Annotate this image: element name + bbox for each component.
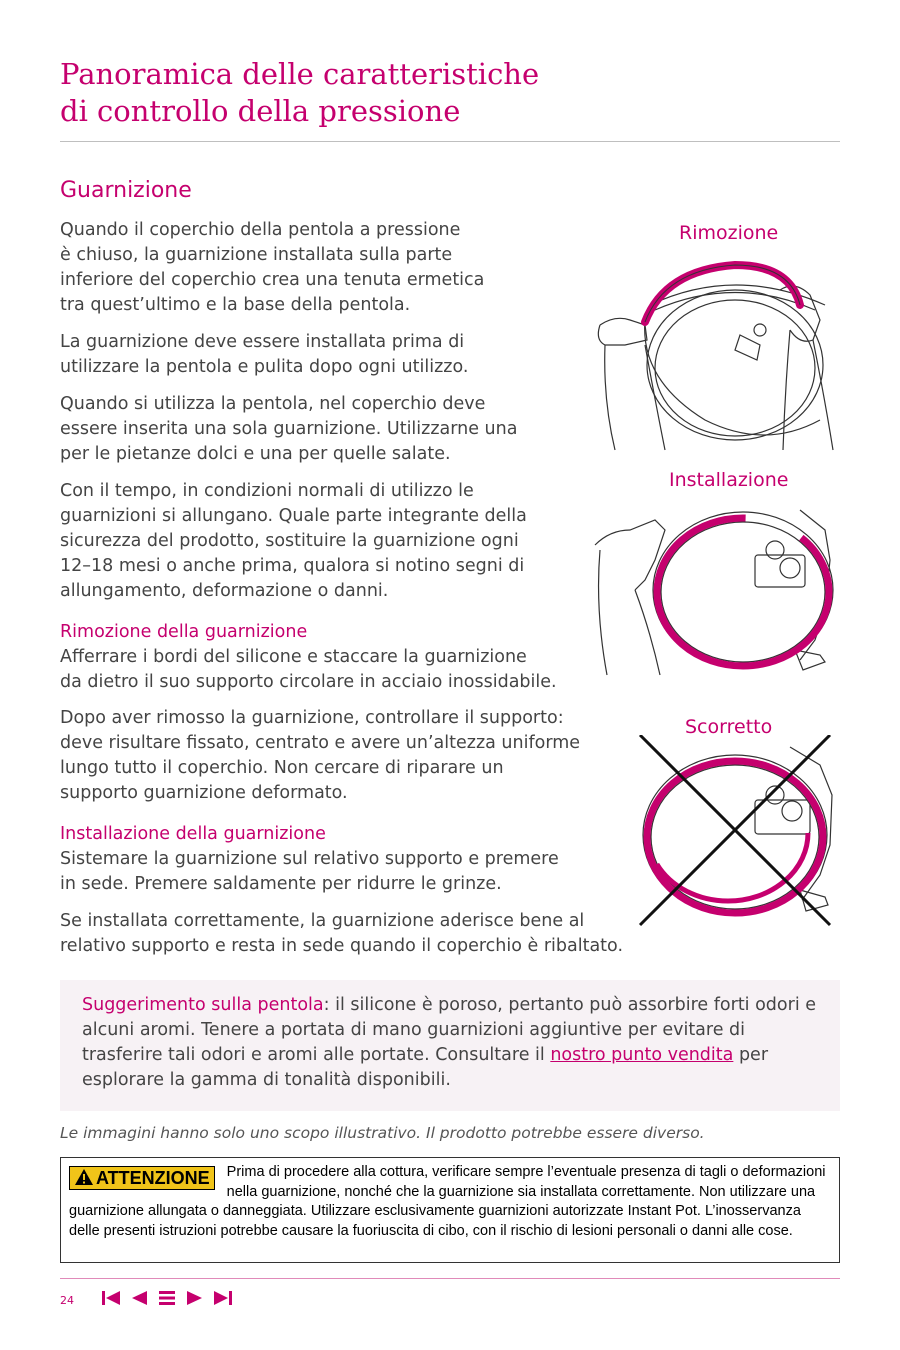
removal-figure-label: Rimozione — [679, 222, 779, 244]
page-number: 24 — [60, 1294, 74, 1307]
removal-illustration — [585, 250, 840, 460]
warning-box — [60, 1157, 840, 1263]
previous-page-icon[interactable] — [128, 1288, 150, 1308]
section-title: Guarnizione — [60, 178, 192, 203]
incorrect-illustration — [630, 735, 840, 930]
paragraph-replacement: Con il tempo, in condizioni normali di utilizzo le guarnizioni si allungano. Quale parte integrante della sicurezza del prodotto, sostituire la guarnizione ogni 12–18 mesi o anche prima, qualora si notino segni di allungamento, deformazione o danni. — [60, 481, 527, 601]
paragraph-seal: Quando il coperchio della pentola a pressione è chiuso, la guarnizione installata sulla parte inferiore del coperchio crea una tenuta ermetica tra quest’ultimo e la base della pentola. — [60, 220, 485, 315]
next-page-icon[interactable] — [184, 1288, 206, 1308]
removal-text: Afferrare i bordi del silicone e staccare la guarnizione da dietro il suo supporto circolare in acciaio inossidabile. — [60, 647, 557, 692]
warning-badge-label: ATTENZIONE — [96, 1168, 210, 1188]
warning-badge — [69, 1166, 215, 1190]
tip-text-1: : il silicone è poroso, pertanto può assorbire forti odori e alcuni aromi. Tenere a portata di mano guarnizioni aggiuntive per evitare di trasferire tali odori e aromi alle portate. Consultare il — [82, 995, 817, 1065]
store-link[interactable]: nostro punto vendita — [550, 1045, 734, 1065]
tip-lead: Suggerimento sulla pentola — [82, 995, 324, 1015]
last-page-icon[interactable] — [212, 1288, 234, 1308]
page-title-line-2: di controllo della pressione — [60, 94, 461, 128]
tip-text-2: per esplorare la gamma di tonalità disponibili. — [82, 1045, 769, 1090]
incorrect-figure-label: Scorretto — [685, 716, 773, 738]
install-illustration — [585, 500, 840, 680]
removal-after-text: Dopo aver rimosso la guarnizione, controllare il supporto: deve risultare fissato, centrato e avere un’altezza uniforme lungo tutto il coperchio. Non cercare di riparare un supporto guarnizione deformato. — [60, 708, 581, 803]
page-title — [60, 56, 700, 130]
page-title-line-1: Panoramica delle caratteristiche — [60, 57, 540, 91]
install-figure-label: Installazione — [669, 469, 789, 491]
install-text: Sistemare la guarnizione sul relativo supporto e premere in sede. Premere saldamente per ridurre le grinze. — [60, 849, 559, 894]
illustration-disclaimer: Le immagini hanno solo uno scopo illustrativo. Il prodotto potrebbe essere diverso. — [60, 1124, 705, 1142]
paragraph-single-ring: Quando si utilizza la pentola, nel coperchio deve essere inserita una sola guarnizione. Utilizzarne una per le pietanze dolci e una per quelle salate. — [60, 394, 518, 464]
warning-text: Prima di procedere alla cottura, verificare sempre l’eventuale presenza di tagli o deformazioni nella guarnizione, nonché che la guarnizione sia installata correttamente. Non utilizzare una guarnizione allungata o danneggiata. Utilizzare esclusivamente guarnizioni autorizzate Instant Pot. L’inosservanza delle presenti istruzioni potrebbe causare la fuoriuscita di cibo, con il rischio di lesioni personali o danni alle cose. — [69, 1164, 826, 1239]
menu-icon[interactable] — [156, 1288, 178, 1308]
first-page-icon[interactable] — [100, 1288, 122, 1308]
install-heading: Installazione della guarnizione — [60, 824, 326, 844]
title-divider — [60, 141, 840, 142]
removal-heading: Rimozione della guarnizione — [60, 622, 308, 642]
tip-box — [60, 980, 840, 1111]
warning-triangle-icon — [74, 1168, 94, 1186]
install-after-text: Se installata correttamente, la guarnizione aderisce bene al relativo supporto e resta in sede quando il coperchio è ribaltato. — [60, 911, 624, 956]
page-navigation — [100, 1288, 234, 1308]
footer-divider — [60, 1278, 840, 1279]
paragraph-install-before-use: La guarnizione deve essere installata prima di utilizzare la pentola e pulita dopo ogni utilizzo. — [60, 332, 469, 377]
